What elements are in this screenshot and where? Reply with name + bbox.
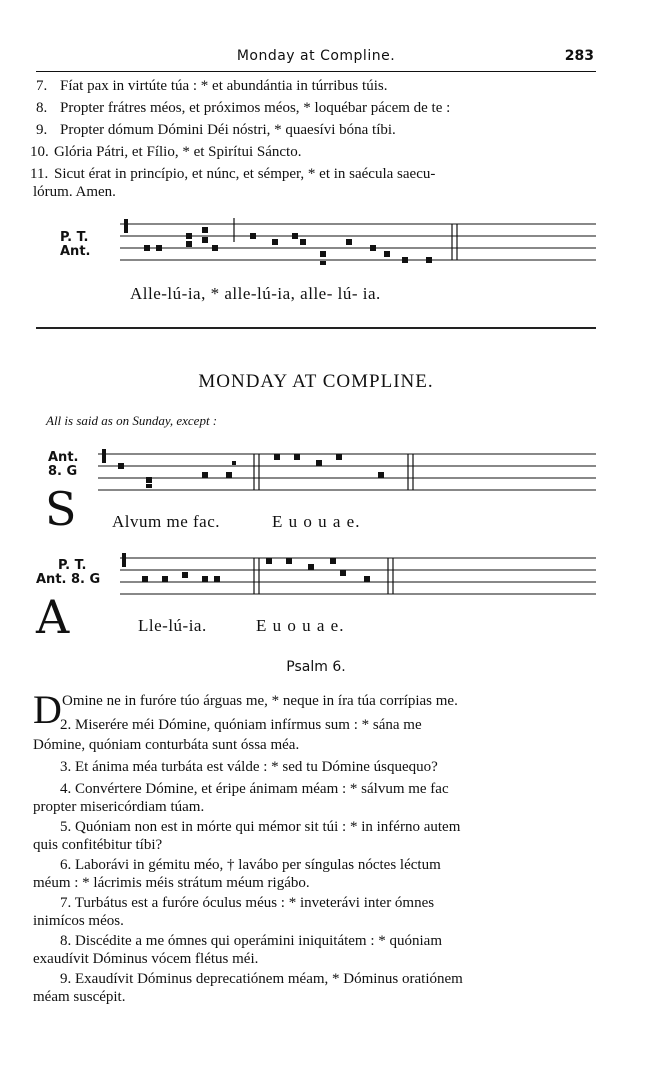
drop-cap-d: D: [33, 687, 62, 732]
page-number: 283: [564, 48, 594, 64]
psalm-line: 8. Discédite a me ómnes qui operámini iniquitátem : * quóniam: [60, 933, 443, 949]
verse-9: [36, 121, 596, 140]
psalm-line: Dómine, quóniam conturbáta sunt óssa méa.: [33, 737, 300, 753]
chant-label: [48, 451, 78, 479]
chant-label-mode: 8. G: [48, 464, 78, 479]
euouae: E u o u a e.: [256, 616, 345, 635]
verse-text: Glória Pátri, et Fílio, * et Spirítui Sáncto.: [54, 144, 302, 160]
section-divider: [36, 327, 596, 329]
verse-text: Fíat pax in virtúte túa : * et abundántia in túrribus túis.: [60, 78, 388, 94]
psalm-line: inimícos méos.: [33, 913, 124, 929]
chant-label: [58, 559, 86, 573]
drop-cap-a: A: [36, 590, 70, 644]
psalm-line: exaudívit Dóminus vócem flétus méi.: [33, 951, 259, 967]
header-rule: [36, 71, 596, 72]
psalm-line: quis confitébitur tíbi?: [33, 837, 163, 853]
verse-number: 9.: [36, 122, 48, 138]
chant-lyrics: Lle-lú-ia.: [138, 616, 207, 635]
chant-staff-alleluia-2: [120, 548, 596, 600]
chant-staff-alleluia: [120, 214, 596, 274]
neumes: [118, 454, 413, 490]
verse-10: [30, 143, 596, 162]
staff-lines: [98, 454, 596, 490]
verse-number: 11.: [30, 166, 49, 182]
chant-label-mode: Ant. 8. G: [36, 572, 101, 587]
chant-label-season: P. T.: [60, 230, 89, 245]
psalm-line: méum : * lácrimis méis strátum méum rigábo.: [33, 875, 310, 891]
euouae: E u o u a e.: [272, 512, 361, 531]
verse-11: [30, 165, 596, 184]
verse-text: lórum. Amen.: [33, 184, 116, 200]
c-clef-icon: [102, 449, 106, 463]
drop-cap-s: S: [45, 482, 77, 536]
verse-number: 8.: [36, 100, 48, 116]
chant-label-type: Ant.: [60, 244, 91, 259]
verse-number: 10.: [30, 144, 49, 160]
psalm-line: 4. Convértere Dómine, et éripe ánimam méam : * sálvum me fac: [60, 781, 449, 797]
verse-text: Propter frátres méos, et próximos méos, * loquébar pácem de te :: [60, 100, 451, 116]
chant-lyrics: Alvum me fac.: [112, 512, 220, 531]
running-title: Monday at Compline.: [236, 48, 396, 64]
verse-7: [36, 77, 596, 96]
chant-label-type: Ant.: [48, 450, 79, 465]
verse-11-continued: [33, 183, 593, 202]
psalm-line: méam suscépit.: [33, 989, 126, 1005]
psalm-line: propter misericórdiam túam.: [33, 799, 205, 815]
verse-text: Sicut érat in princípio, et núnc, et sémper, * et in saécula saecu-: [54, 166, 436, 182]
staff-lines: [120, 558, 596, 594]
chant-label-season: P. T.: [58, 558, 87, 573]
section-title: MONDAY AT COMPLINE.: [198, 371, 434, 392]
psalm-line: 7. Turbátus est a furóre óculus méus : * inveterávi inter ómnes: [60, 895, 435, 911]
verse-number: 7.: [36, 78, 48, 94]
psalm-line: 3. Et ánima méa turbáta est válde : * sed tu Dómine úsquequo?: [60, 759, 438, 775]
neumes: [144, 218, 457, 265]
chant-staff-salvum: [98, 444, 596, 496]
psalm-line: 2. Miserére méi Dómine, quóniam infírmus sum : * sána me: [60, 717, 422, 733]
psalm-line: 6. Laborávi in gémitu méo, † lavábo per síngulas nóctes léctum: [60, 857, 441, 873]
verse-text: Propter dómum Dómini Déi nóstri, * quaesívi bóna tíbi.: [60, 122, 396, 138]
verse-8: [36, 99, 596, 118]
chant-lyrics: Alle-lú-ia, * alle-lú-ia, alle- lú- ia.: [130, 284, 381, 303]
psalm-line: Omine ne in furóre túo árguas me, * neque in íra túa corrípias me.: [62, 693, 458, 709]
psalm-title: Psalm 6.: [286, 659, 346, 675]
c-clef-icon: [124, 219, 128, 233]
c-clef-icon: [122, 553, 126, 567]
rubric: All is said as on Sunday, except :: [46, 413, 218, 428]
neumes: [142, 558, 393, 594]
chant-label: [60, 231, 90, 259]
psalm-line: 9. Exaudívit Dóminus deprecatiónem méam, * Dóminus oratiónem: [60, 971, 463, 987]
page-header: [36, 48, 596, 70]
psalm-line: 5. Quóniam non est in mórte qui mémor sit túi : * in inférno autem: [60, 819, 461, 835]
